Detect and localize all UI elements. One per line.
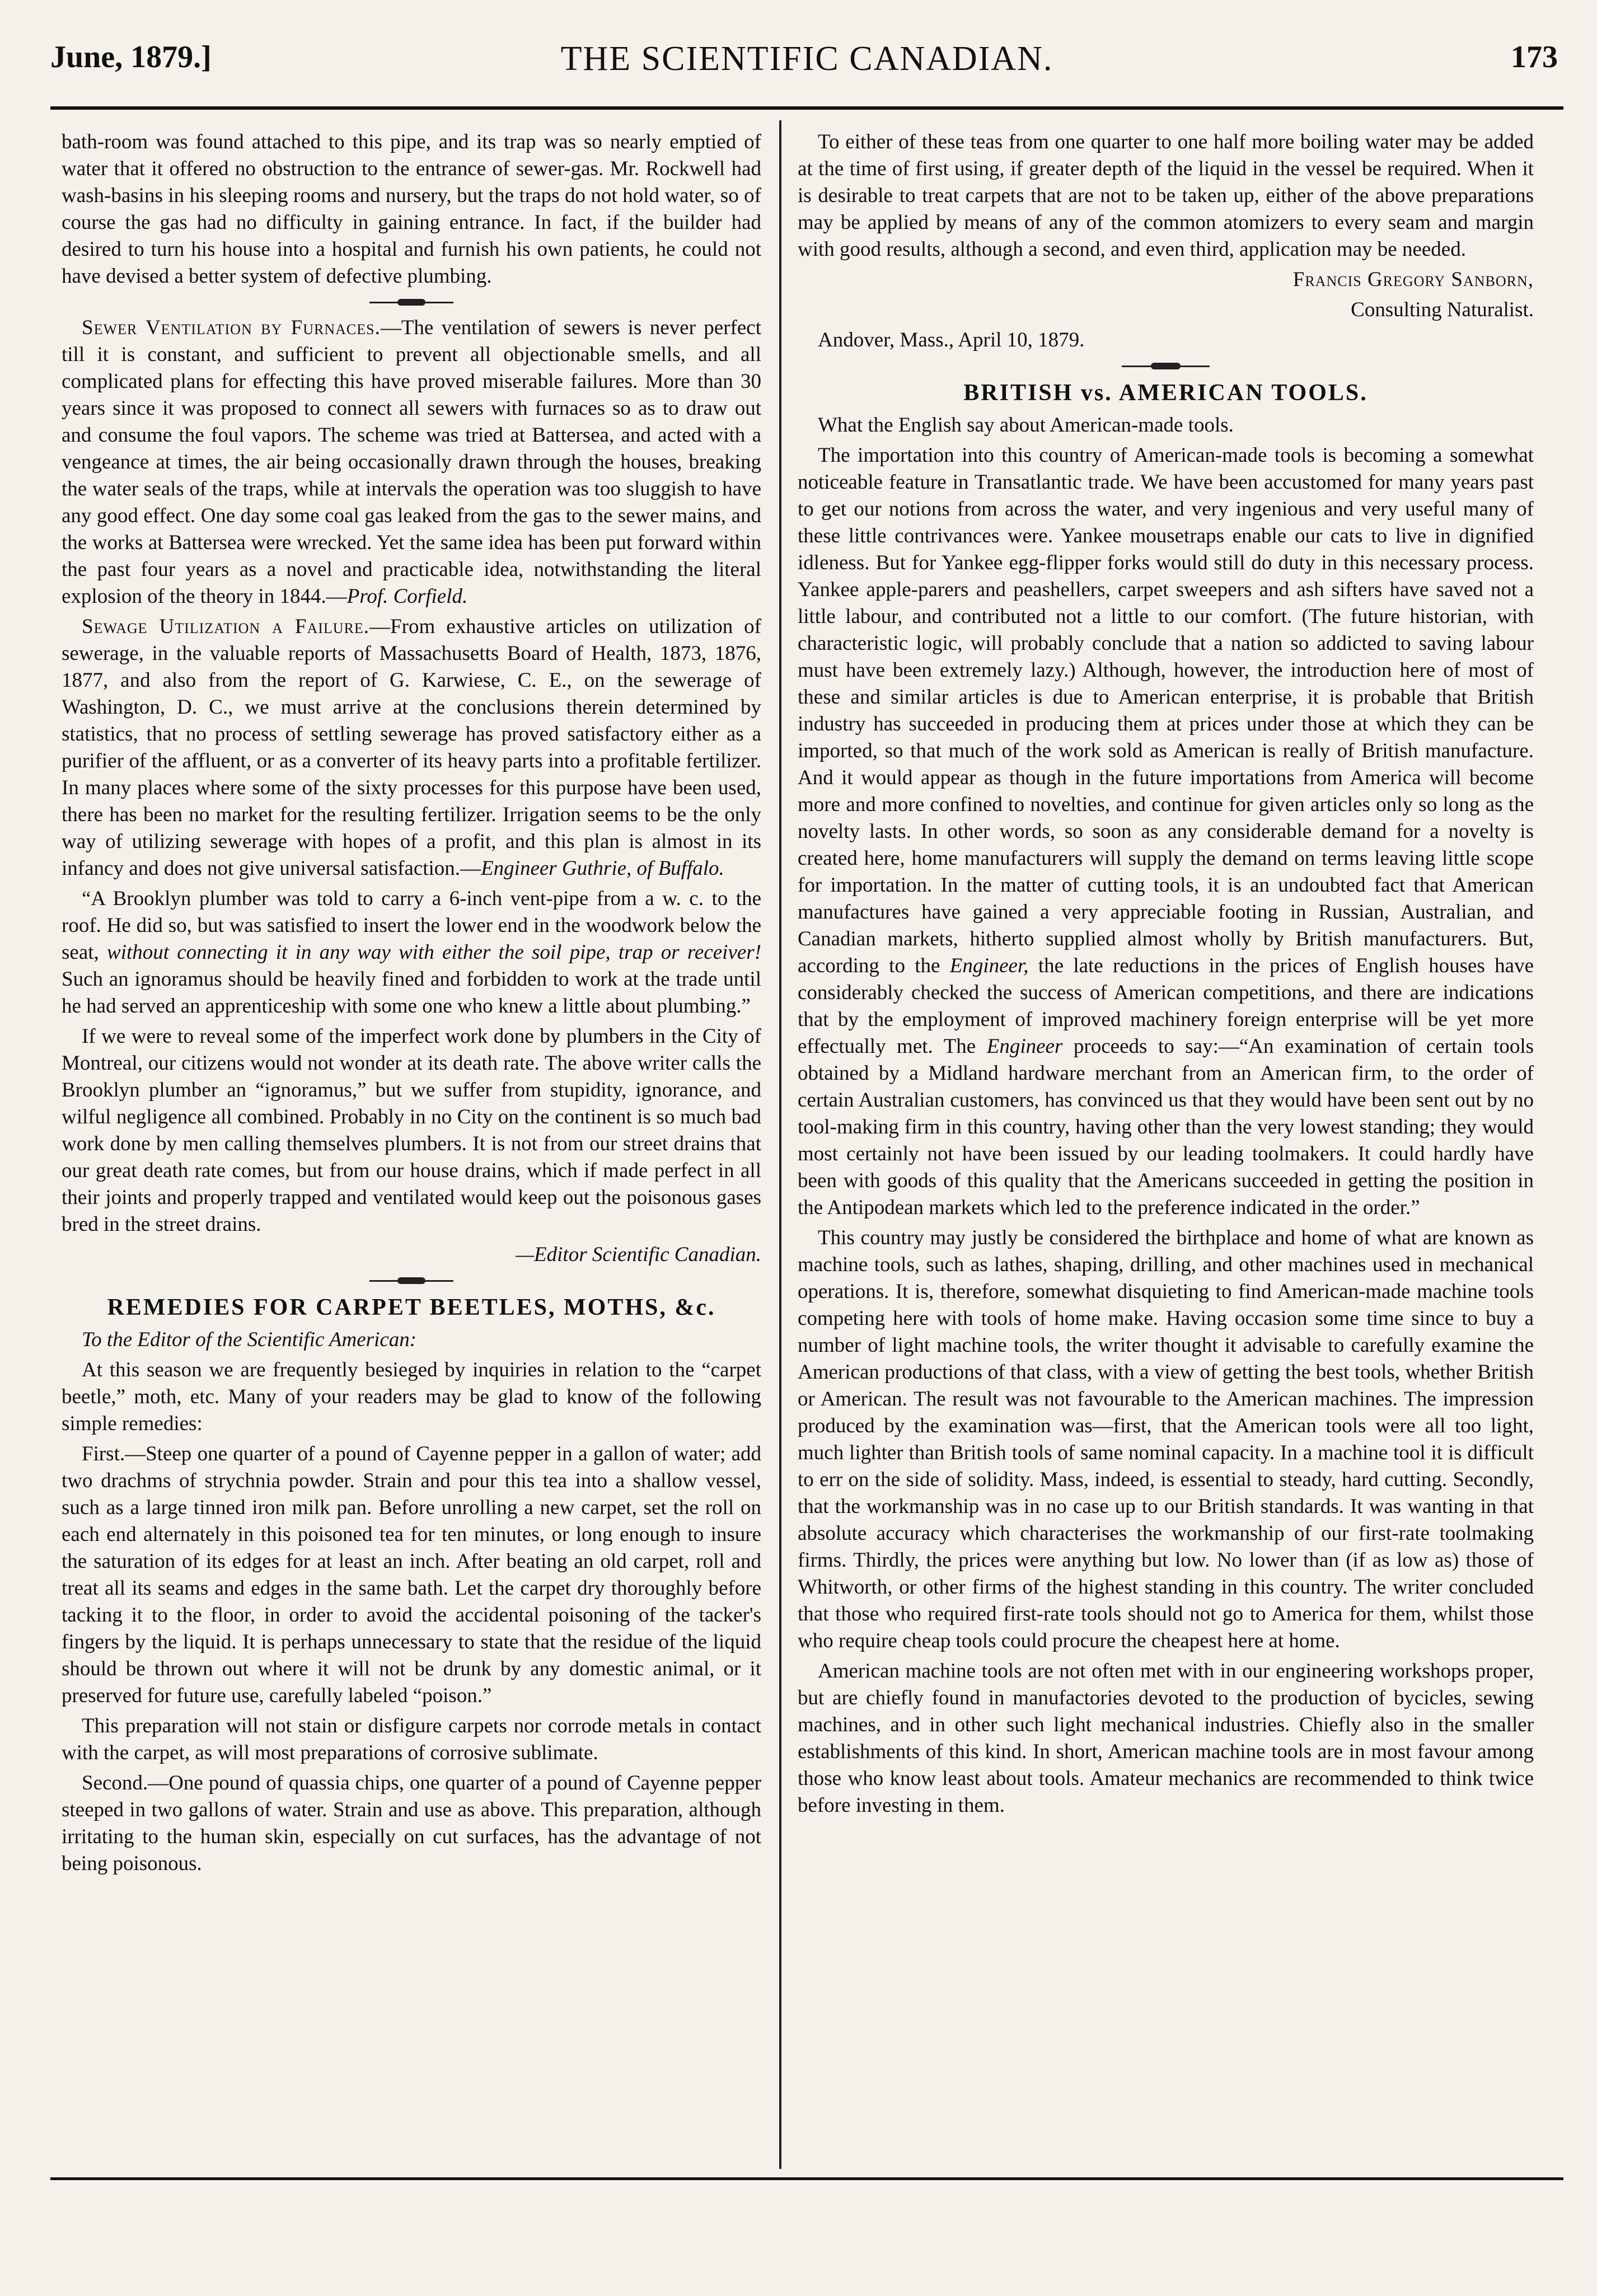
tools-paragraph-2 [798,442,1534,1221]
article-sewage-utilization: Sewage Utilization a Failure.—From exhaustive articles on utilization of sewerage, in the valuable reports of Massachusetts Board of Health, 1873, 1876, 1877, and also from the report of G. Karwiese, C. E., on the sewerage of Washington, D. C., we must arrive at the conclusions therein determined by statistics, that no process of settling sewerage has proved satisfactory either as a purifier of the affluent, or as a converter of its heavy parts into a profitable fertilizer. In many places where some of the sixty processes for this purpose have been used, there has been no market for the resulting fertilizer. Irrigation seems to be the only way of utilizing sewerage with hopes of a profit, and this plan is almost in its infancy and does not give universal satisfaction.—Engineer Guthrie, of Buffalo. [62,615,761,880]
running-head [50,39,1563,90]
signature-name-text: Francis Gregory Sanborn, [1292,268,1534,291]
publication-name: Engineer [986,1035,1063,1058]
continued-paragraph: bath-room was found attached to this pipe, and its trap was so nearly emptied of water that it offered no obstruction to the entrance of sewer-gas. Mr. Rockwell had wash-basins in his sleeping rooms and nursery, but the traps do not hold water, so of course the gas had no difficulty in gaining entrance. In fact, if the builder had desired to turn his house into a hospital and furnish his own patients, he could not have devised a better system of defective plumbing. [62,130,761,288]
paragraph-text: The importation into this country of American-made tools is becoming a somewhat noticeable feature in Transatlantic trade. We have been accustomed for many years past to get our notions from across the water, and very ingenious and very useful many of these little contrivances were. Yankee mousetraps enable our cats to live in dignified idleness. But for Yankee egg-flipper forks would still do duty in this necessary process. Yankee apple-parers and peashellers, carpet sweepers and ash sifters have saved not a little labour, and contributed not a little to our comfort. (The future historian, with characteristic logic, will probably conclude that a nation so addicted to saving labour must have been extremely lazy.) Although, however, the introduction here of most of these and similar articles is due to American enterprise, it is probable that British industry has succeeded in producing them at prices under those at which they can be imported, so that much of the work sold as American is really of British manufacture. And it would appear as though in the future importations from America will become more and more confined to novelties, and continue for given articles only so long as the novelty lasts. In other words, so soon as any considerable demand for a novelty is created here, home manufacturers will supply the demand on terms leaving little scope for importation. In the matter of cutting tools, it is an undoubted fact that American manufactures have gained a very appreciable footing in Russian, Australian, and Canadian markets, hitherto supplied almost wholly by British manufacturers. But, according to the [798,444,1534,977]
left-column [62,129,761,1881]
remedies-continued: To either of these teas from one quarter to one half more boiling water may be added at the time of first using, if greater depth of the liquid in the vessel be required. When it is desirable to treat carpets that are not to be taken up, either of the above preparations may be applied by means of any of the common atomizers to every seam and margin with good results, although a second, and even third, application may be needed. [798,130,1534,261]
remedies-intro: At this season we are frequently besieged by inquiries in relation to the “carpet beetle,” moth, etc. Many of your readers may be glad to know of the following simple remedies: [62,1358,761,1435]
quote-text: “A Brooklyn plumber was told to carry a 6-inch vent-pipe from a w. c. to the roof. He did so, but was satisfied to insert the lower end in the woodwork below the seat, [62,887,761,964]
remedy-second: Second.—One pound of quassia chips, one quarter of a pound of Cayenne pepper steeped in two gallons of water. Strain and use as above. This preparation, although irritating to the human skin, especially on cut surfaces, has the advantage of not being poisonous. [62,1772,761,1875]
header-rule [50,106,1563,110]
right-column [798,129,1534,1822]
remedies-heading: REMEDIES FOR CARPET BEETLES, MOTHS, &c. [107,1295,716,1320]
salutation: To the Editor of the Scientific American: [82,1328,417,1351]
publication-name: Engineer, [949,954,1029,977]
footer-rule [50,2177,1563,2180]
publication-title: THE SCIENTIFIC CANADIAN. [560,40,1053,78]
signature-title: Consulting Naturalist. [1351,298,1534,321]
dateline: Andover, Mass., April 10, 1879. [818,329,1085,352]
signature-name [798,266,1534,293]
page-number: 173 [1511,40,1558,74]
montreal-paragraph: If we were to reveal some of the imperfect work done by plumbers in the City of Montreal, our citizens would not wonder at its death rate. The above writer calls the Brooklyn plumber an “ignoramus,” but we suffer from stupidity, ignorance, and wilful negligence all combined. Probably in no City on the continent is so much bad work done by men calling themselves plumbers. It is not from our street drains that our great death rate comes, but from our house drains, which if made perfect in all their joints and properly trapped and ventilated would keep out the poisonous gases bred in the street drains. [62,1025,761,1236]
remedy-preparation-note: This preparation will not stain or disfigure carpets nor corrode metals in contact with the carpet, as will most preparations of corrosive sublimate. [62,1714,761,1764]
brooklyn-quote [62,885,761,1020]
quote-text: Such an ignoramus should be heavily fined and forbidden to work at the trade until he had served an apprenticeship with some one who knew a little about plumbing.” [62,968,761,1018]
issue-date: June, 1879.] [50,40,212,74]
tools-paragraph-4: American machine tools are not often met with in our engineering workshops proper, but are chiefly found in manufactories devoted to the production of bycicles, sewing machines, and in other such light mechanical industries. Chiefly also in the smaller establishments of this kind. In short, American machine tools are in most favour among those who know least about tools. Amateur mechanics are recommended to think twice before investing in them. [798,1660,1534,1817]
article-title: Sewage Utilization a Failure. [82,615,370,638]
section-separator [62,1275,761,1286]
paragraph-text: the late reductions in the prices of English houses have considerably checked the success of American competitions, and there are indications that by the employment of improved machinery foreign enterprise will be yet more effectually met. The [798,954,1534,1058]
article-sewer-ventilation: Sewer Ventilation by Furnaces.—The ventilation of sewers is never perfect till it is constant, and sufficient to prevent all objectionable smells, and all complicated plans for effecting this have proved miserable failures. More than 30 years since it was proposed to connect all sewers with furnaces so as to draw out and consume the foul vapors. The scheme was tried at Battersea, and acted with a vengeance at times, the air being occasionally drawn through the houses, breaking the water seals of the traps, while at intervals the operation was too sluggish to have any good effect. One day some coal gas leaked from the gas to the sewer mains, and the works at Battersea were wrecked. Yet the same idea has been put forward within the past four years as a novel and practicable idea, notwithstanding the literal explosion of the theory in 1844.—Prof. Corfield. [62,316,761,608]
section-separator [798,360,1534,372]
editor-signature: —Editor Scientific Canadian. [516,1243,761,1266]
tools-heading: BRITISH vs. AMERICAN TOOLS. [963,380,1368,406]
article-body: The ventilation of sewers is never perfect till it is constant, and sufficient to prevent all objectionable smells, and all complicated plans for effecting this have proved miserable failures. More than 30 years since it was proposed to connect all sewers with furnaces so as to draw out and consume the foul vapors. The scheme was tried at Battersea, and acted with a vengeance at times, the air being occasionally drawn through the houses, breaking the water seals of the traps, while at intervals the operation was too sluggish to have any good effect. One day some coal gas leaked from the gas to the sewer mains, and the works at Battersea were wrecked. Yet the same idea has been put forward within the past four years as a novel and practicable idea, notwithstanding the literal explosion of the theory in 1844. [62,316,761,608]
article-attribution: Prof. Corfield. [346,585,468,608]
article-title: Sewer Ventilation by Furnaces. [82,316,381,339]
tools-paragraph-1: What the English say about American-made tools. [818,414,1234,437]
article-attribution: Engineer Guthrie, of Buffalo. [481,857,724,880]
remedy-first: First.—Steep one quarter of a pound of Cayenne pepper in a gallon of water; add two drachms of strychnia powder. Strain and pour this tea into a shallow vessel, such as a large tinned iron milk pan. Before unrolling a new carpet, set the roll on each end alternately in this poisoned tea for ten minutes, or long enough to insure the saturation of its edges for at least an inch. After beating an old carpet, roll and treat all its seams and edges in the same bath. Let the carpet dry thoroughly before tacking it to the floor, in order to avoid the accidental poisoning of the tacker's fingers by the liquid. It is perhaps unnecessary to state that the residue of the liquid should be thrown out where it will not be drunk by any domestic animal, or it preserved for future use, carefully labeled “poison.” [62,1442,761,1707]
quote-emphasis: without connecting it in any way with either the soil pipe, trap or receiver! [107,941,762,964]
tools-paragraph-3: This country may justly be considered the birthplace and home of what are known as machine tools, such as lathes, shaping, drilling, and other machines used in mechanical operations. It is, therefore, somewhat disquieting to find American-made machine tools competing here with tools of home make. Having occasion some time since to buy a number of light machine tools, the writer thought it advisable to carefully examine the American productions of that class, with a view of getting the best tools, whether British or American. The result was not favourable to the American machines. The impression produced by the examination was—first, that the American tools were all too light, much lighter than British tools of same nominal capacity. In a machine tool it is difficult to err on the side of solidity. Mass, indeed, is essential to steady, hard cutting. Secondly, that the workmanship was in no case up to our British standards. It was wanting in that absolute accuracy which characterises the workmanship of our first-rate toolmaking firms. Thirdly, the prices were anything but low. No lower than (if as low as) those of Whitworth, or other firms of the highest standing in this country. The writer concluded that those who required first-rate tools should not go to America for them, whilst those who require cheap tools could procure the cheapest here at home. [798,1226,1534,1652]
column-divider [779,120,781,2169]
article-body: From exhaustive articles on utilization of sewerage, in the valuable reports of Massachusetts Board of Health, 1873, 1876, 1877, and also from the report of G. Karwiese, C. E., on the sewerage of Washington, D. C., we must arrive at the conclusions therein determined by statistics, that no process of settling sewerage has proved satisfactory either as a purifier of the affluent, or as a converter of its heavy parts into a profitable fertilizer. In many places where some of the sixty processes for this purpose have been used, there has been no market for the resulting fertilizer. Irrigation seems to be the only way of utilizing sewerage with hopes of a profit, and this plan is almost in its infancy and does not give universal satisfaction. [62,615,761,880]
section-separator [62,297,761,308]
paragraph-text: proceeds to say:—“An examination of certain tools obtained by a Midland hardware merchant from an American firm, to the order of certain Australian customers, has convinced us that they would have been sent out by no tool-making firm in this country, having other than the very lowest standing; they would most certainly not have been issued by our leading toolmakers. It could hardly have been with goods of this quality that the Americans succeeded in getting the position in the Antipodean markets which led to the preference indicated in the order.” [798,1035,1534,1219]
